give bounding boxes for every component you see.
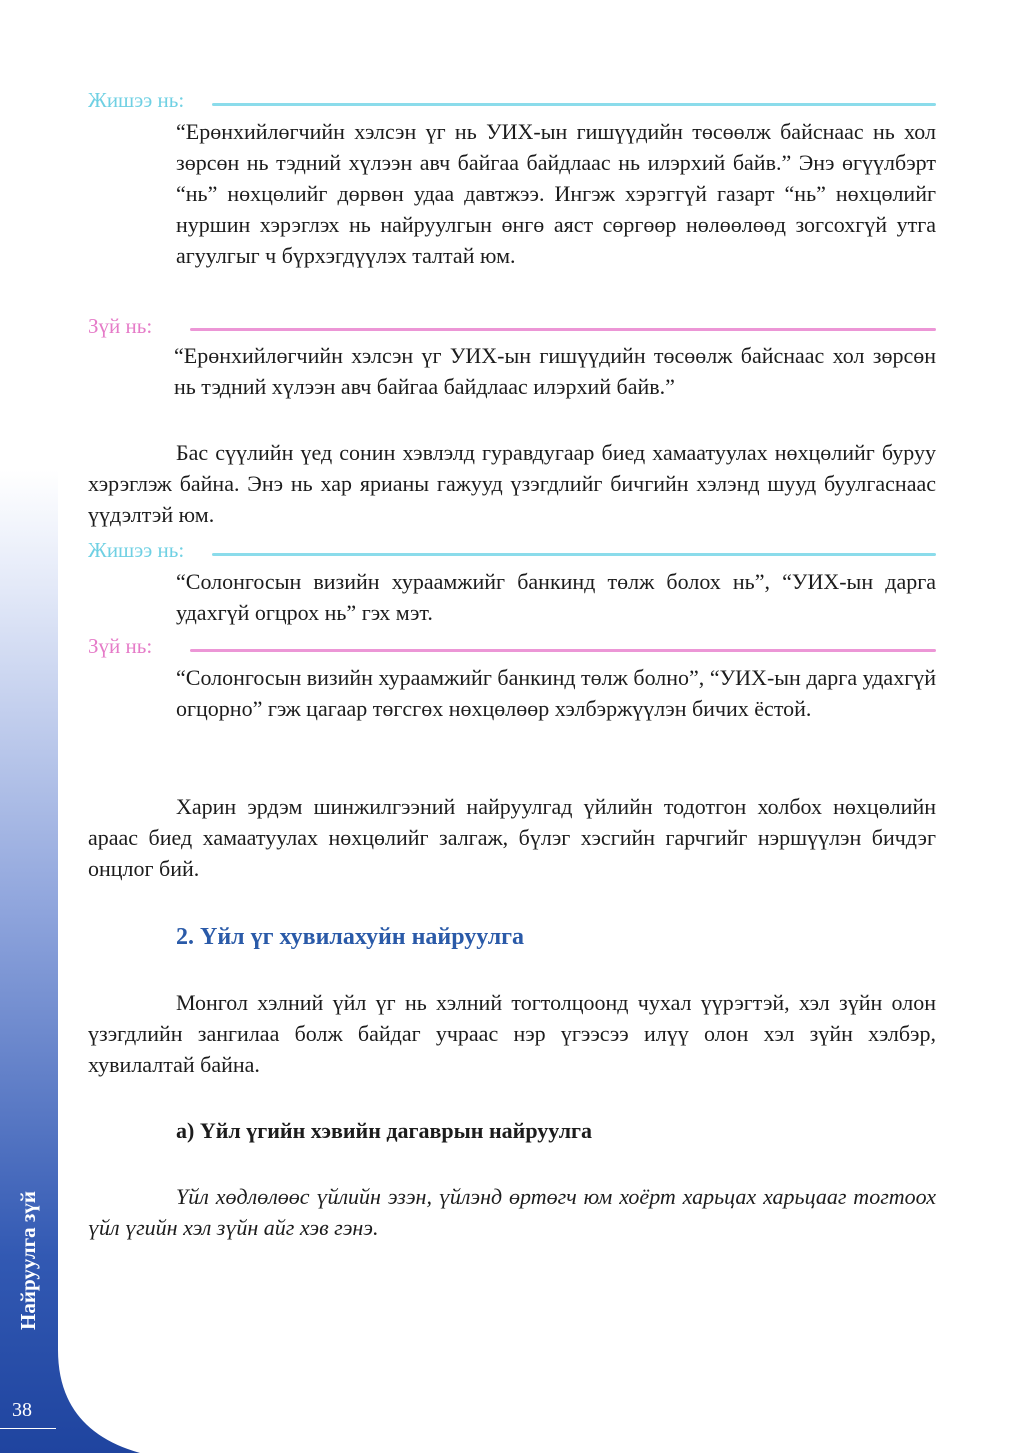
rule-rule-line	[190, 328, 936, 331]
rule-text: “Солонгосын визийн хураамжийг банкинд төлж болно”, “УИХ-ын дарга удахгүй огцорно” гэж цагаар төгсгөх нөхцөлөөр хэлбэржүүлэн бичих ёстой.	[176, 665, 936, 721]
example-rule-line	[212, 553, 936, 556]
sidebar-title: Найруулга зүй	[15, 1190, 40, 1330]
rule-label: Зүй нь:	[88, 314, 153, 338]
example-text: “Ерөнхийлөгчийн хэлсэн үг нь УИХ-ын гишүүдийн төсөөлж байснаас нь хол зөрсөн нь тэдний хүлээн авч байгаа байдлаас нь илэрхий байв.” Энэ өгүүлбэрт “нь” нөхцөлийг дөрвөн удаа давтжээ. Ингэж хэрэггүй газарт “нь” нөхцөлийг нуршин хэрэглэх нь найруулгын өнгө аяст сөргөөр нөлөөлөөд зогсохгүй утга агуулгыг ч бүрхэгдүүлэх талтай юм.	[176, 119, 936, 268]
example-text: “Солонгосын визийн хураамжийг банкинд төлж болох нь”, “УИХ-ын дарга удахгүй огцрох нь” гэх мэт.	[176, 569, 936, 625]
section-heading: 2. Үйл үг хувилахуйн найруулга	[176, 924, 525, 950]
page-number-divider	[0, 1428, 56, 1429]
subsection-heading: а) Үйл үгийн хэвийн дагаврын найруулга	[176, 1118, 593, 1143]
definition-text: Үйл хөдлөлөөс үйлийн эзэн, үйлэнд өртөгч юм хоёрт харьцах харьцааг тогтоох үйл үгийн хэл зүйн айг хэв гэнэ.	[88, 1184, 936, 1240]
example-label: Жишээ нь:	[88, 88, 185, 112]
example-label: Жишээ нь:	[88, 538, 185, 562]
rule-rule-line	[190, 649, 936, 652]
page-number: 38	[12, 1399, 32, 1421]
paragraph: Харин эрдэм шинжилгээний найруулгад үйлийн тодотгон холбох нөхцөлийн араас биед хамаатуулах нөхцөлийг залгаж, бүлэг хэсгийн гарчгийг нэршүүлэн бичдэг онцлог бий.	[88, 794, 936, 881]
paragraph: Бас сүүлийн үед сонин хэвлэлд гуравдугаар биед хамаатуулах нөхцөлийг буруу хэрэглэж байна. Энэ нь хар ярианы гажууд үзэгдлийг бичгийн хэлэнд шууд буулгаснаас үүдэлтэй юм.	[88, 440, 936, 527]
rule-label: Зүй нь:	[88, 634, 153, 658]
rule-text: “Ерөнхийлөгчийн хэлсэн үг УИХ-ын гишүүдийн төсөөлж байснаас хол зөрсөн нь тэдний хүлээн авч байгаа байдлаас илэрхий байв.”	[174, 343, 936, 399]
paragraph: Монгол хэлний үйл үг нь хэлний тогтолцоонд чухал үүрэгтэй, хэл зүйн олон үзэгдлийн зангилаа болж байдаг учраас нэр үгээсээ илүү олон хэл зүйн хэлбэр, хувилалтай байна.	[88, 990, 936, 1077]
example-rule-line	[212, 103, 936, 106]
